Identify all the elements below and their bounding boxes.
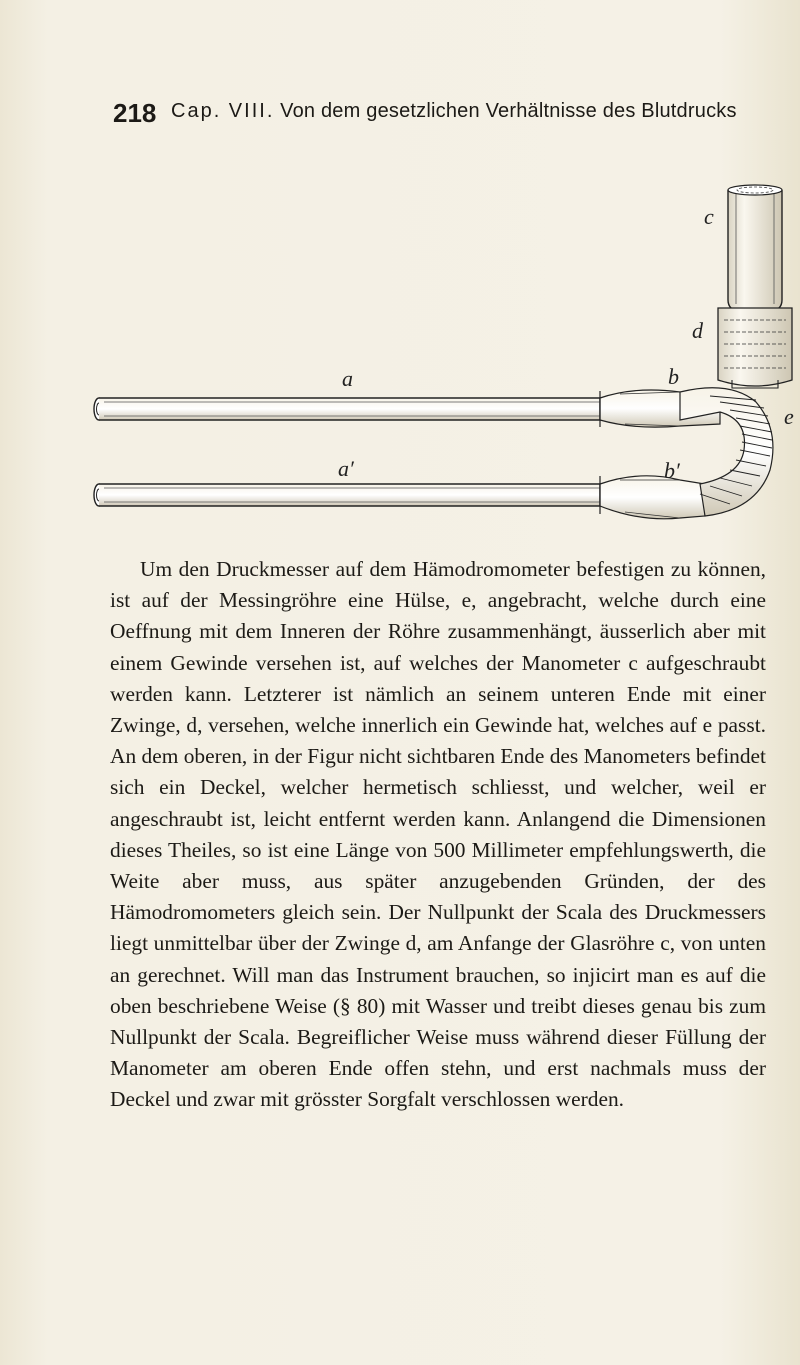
- manometer-figure: [80, 180, 800, 540]
- label-e: e: [784, 404, 794, 429]
- chapter-label: Cap. VIII.: [171, 100, 275, 122]
- running-head: [171, 100, 737, 123]
- running-head-title: Von dem gesetzlichen Verhältnisse des Blutdrucks: [280, 100, 737, 122]
- label-a-prime: a′: [338, 456, 354, 481]
- body-paragraph: Um den Druckmesser auf dem Hämodromometer befestigen zu können, ist auf der Messingröhre eine Hülse, e, angebracht, welche durch eine Oeffnung mit dem Inneren der Röhre zusammenhängt, äusserlich aber mit einem Gewinde versehen ist, auf welches der Manometer c aufgeschraubt werden kann. Letzterer ist nämlich an seinem unteren Ende mit einer Zwinge, d, versehen, welche innerlich ein Gewinde hat, welches auf e passt. An dem oberen, in der Figur nicht sichtbaren Ende des Manometers befindet sich ein Deckel, welcher hermetisch schliesst, und welcher, weil er angeschraubt ist, leicht entfernt werden kann. Anlangend die Dimensionen dieses Theiles, so ist eine Länge von 500 Millimeter empfehlungswerth, die Weite aber muss, aus später anzugebenden Gründen, der des Hämodromometers gleich sein. Der Nullpunkt der Scala des Druckmessers liegt unmittelbar über der Zwinge d, am Anfange der Glasröhre c, von unten an gerechnet. Will man das Instrument brauchen, so injicirt man es auf die oben beschriebene Weise (§ 80) mit Wasser und treibt dieses genau bis zum Nullpunkt der Scala. Begreiflicher Weise muss während dieser Füllung der Manometer am oberen Ende offen stehn, und erst nachmals muss der Deckel und zwar mit grösster Sorgfalt verschlossen werden.: [110, 557, 766, 1112]
- upper-tube: [94, 390, 720, 427]
- label-d: d: [692, 318, 703, 343]
- page-number: 218: [113, 98, 157, 128]
- manometer-tube: [728, 185, 782, 312]
- label-b-prime: b′: [664, 458, 680, 483]
- manometer-illustration: [80, 180, 800, 540]
- page-header: [113, 96, 737, 136]
- lower-tube: [94, 476, 705, 519]
- label-b: b: [668, 364, 679, 389]
- label-a: a: [342, 366, 353, 391]
- body-text: [110, 554, 766, 1116]
- label-c: c: [704, 204, 714, 229]
- manometer-clamp: [718, 308, 792, 388]
